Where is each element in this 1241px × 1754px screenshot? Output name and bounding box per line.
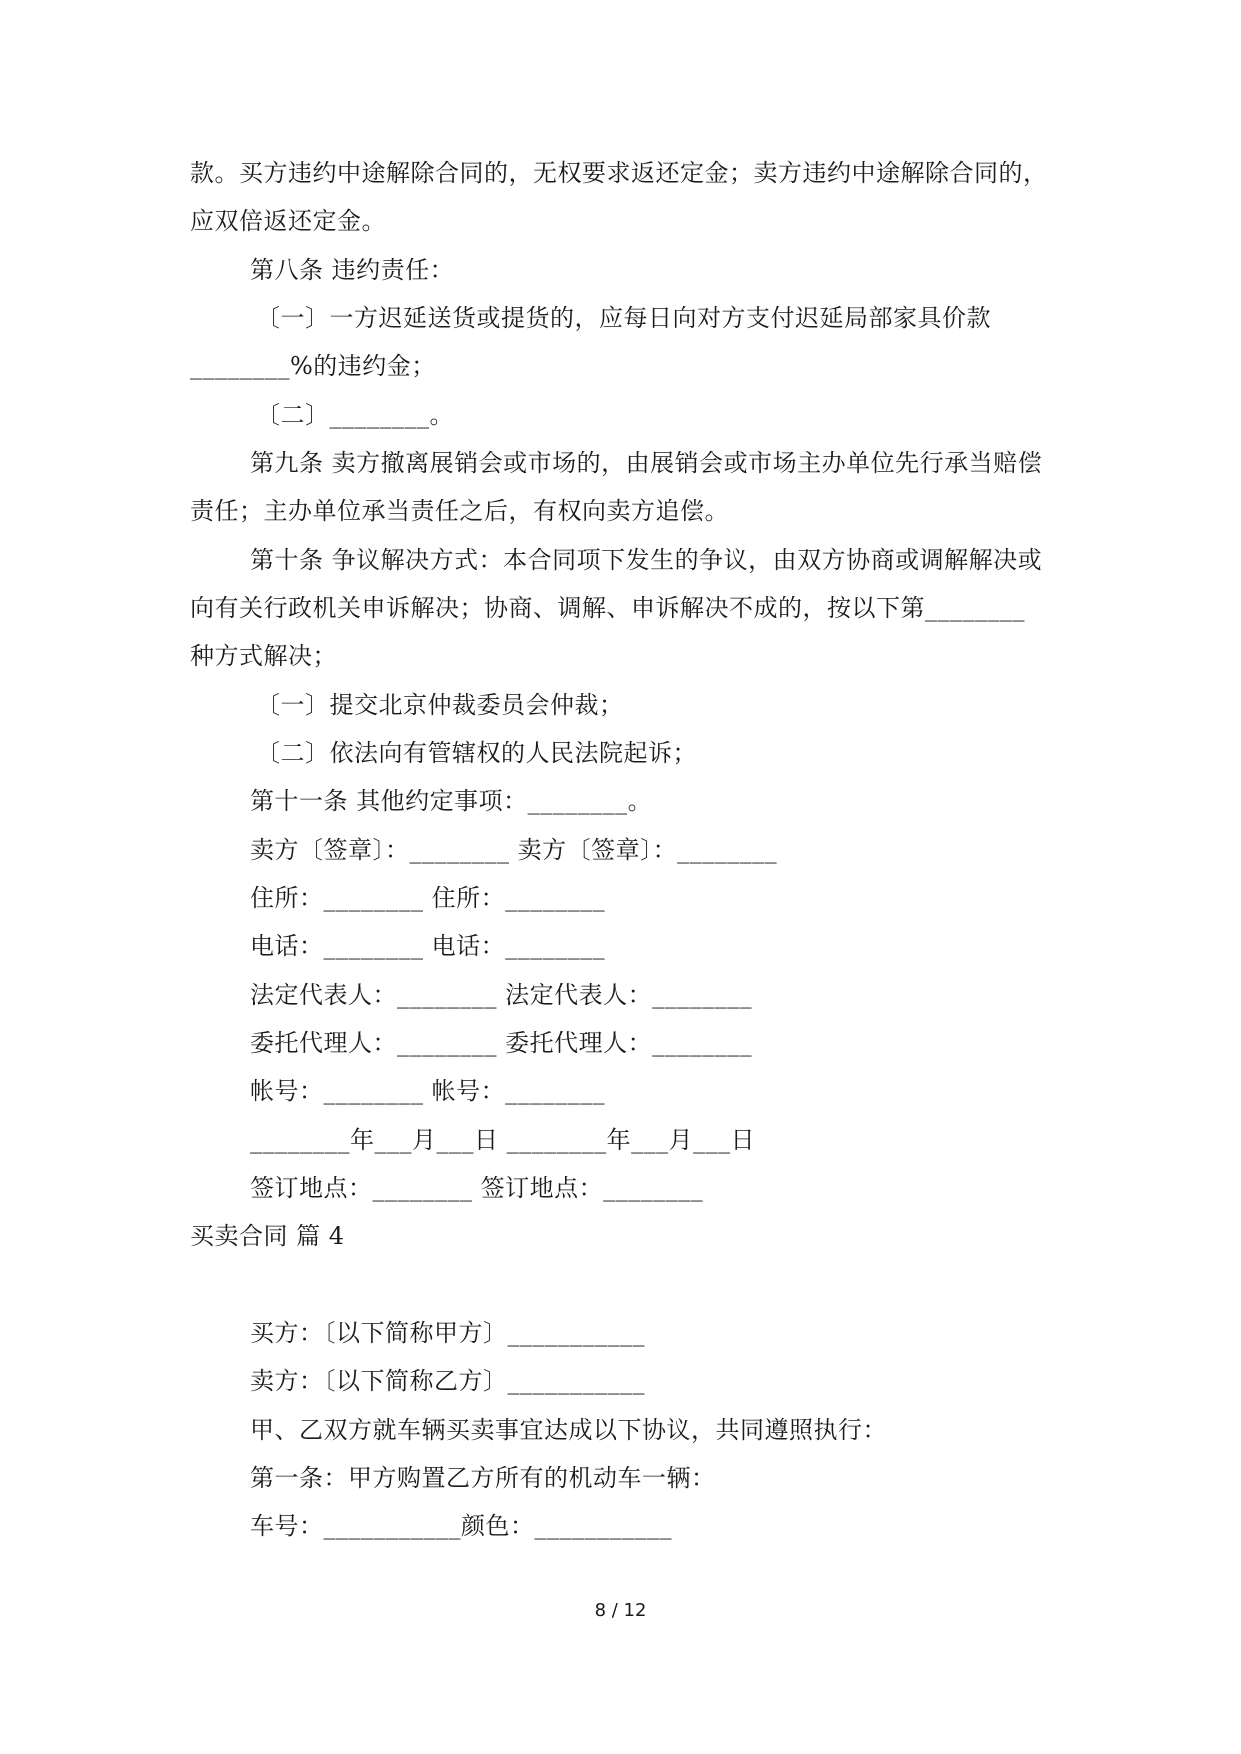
signature-line: 委托代理人：________ 委托代理人：________ [250,1029,753,1057]
paragraph-line: 〔一〕提交北京仲裁委员会仲裁； [256,691,624,719]
signature-line: 法定代表人：________ 法定代表人：________ [250,981,753,1009]
paragraph-line: 车号：___________颜色：___________ [250,1512,672,1540]
paragraph-line: 款。买方违约中途解除合同的，无权要求返还定金；卖方违约中途解除合同的， [190,159,1048,187]
paragraph-line: 〔一〕一方迟延送货或提货的，应每日向对方支付迟延局部家具价款 [256,304,991,332]
article-heading: 第八条 违约责任： [250,256,455,284]
paragraph-line: ________%的违约金； [190,352,436,380]
paragraph-line: 甲、乙双方就车辆买卖事宜达成以下协议，共同遵照执行： [250,1416,887,1444]
paragraph-line: 向有关行政机关申诉解决；协商、调解、申诉解决不成的，按以下第________ [190,594,1025,622]
signature-line: 帐号：________ 帐号：________ [250,1077,606,1105]
paragraph-line: 买方：〔以下简称甲方〕___________ [250,1319,645,1347]
signature-line: 电话：________ 电话：________ [250,932,606,960]
paragraph-line: 第十条 争议解决方式：本合同项下发生的争议，由双方协商或调解解决或 [250,546,1043,574]
paragraph-line: 第十一条 其他约定事项：________。 [250,787,653,815]
paragraph-line: 责任；主办单位承当责任之后，有权向卖方追偿。 [190,497,729,525]
paragraph-line: 〔二〕________。 [256,401,454,429]
paragraph-line: 种方式解决； [190,642,337,670]
paragraph-line: 应双倍返还定金。 [190,207,386,235]
paragraph-line: 第九条 卖方撤离展销会或市场的，由展销会或市场主办单位先行承当赔偿 [250,449,1043,477]
signature-line: 住所：________ 住所：________ [250,884,606,912]
signature-line: 签订地点：________ 签订地点：________ [250,1174,704,1202]
paragraph-line: 卖方：〔以下简称乙方〕___________ [250,1367,645,1395]
section-title: 买卖合同 篇 4 [190,1222,345,1250]
signature-line: 卖方〔签章〕：________ 卖方〔签章〕：________ [250,836,778,864]
paragraph-line: 第一条：甲方购置乙方所有的机动车一辆： [250,1464,716,1492]
paragraph-line: 〔二〕依法向有管辖权的人民法院起诉； [256,739,697,767]
date-line: ________年___月___日 ________年___月___日 [250,1126,756,1154]
page-number: 8 / 12 [594,1600,647,1621]
